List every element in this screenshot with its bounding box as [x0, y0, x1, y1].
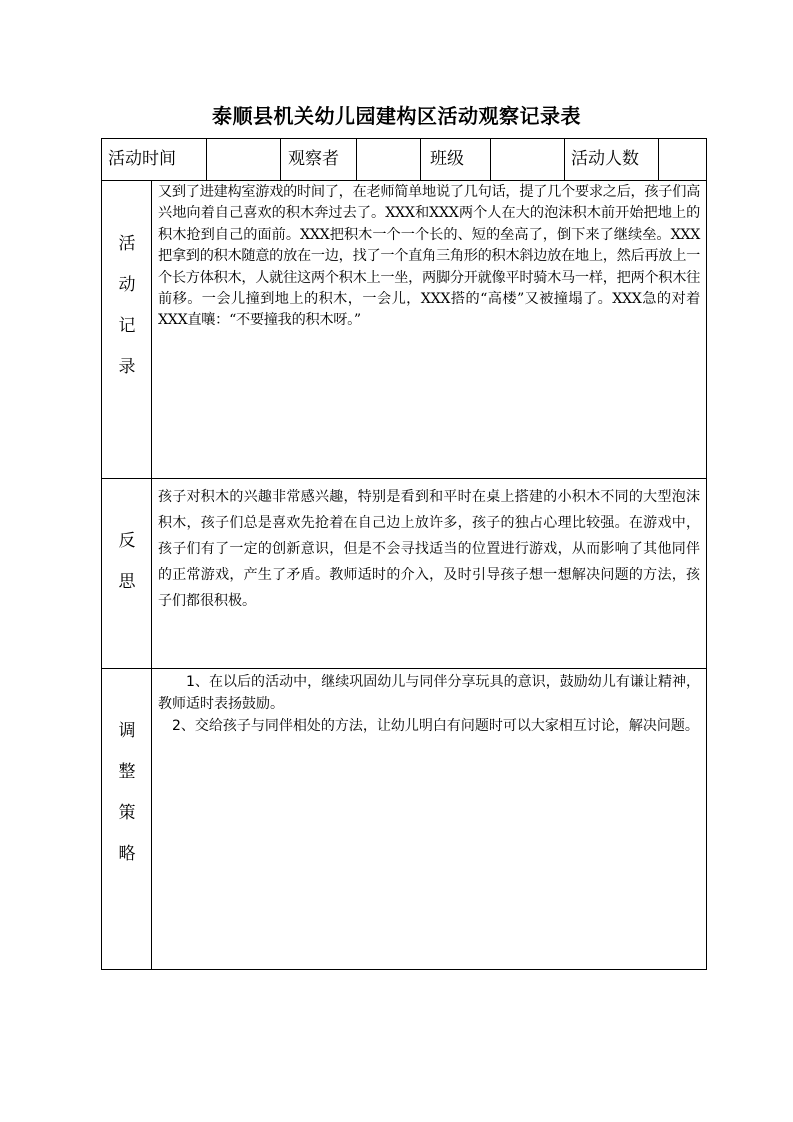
strategy-item: 1、在以后的活动中，继续巩固幼儿与同伴分享玩具的意识，鼓励幼儿有谦让精神，教师适时表扬鼓励。	[158, 674, 700, 712]
observer-field[interactable]	[357, 139, 420, 180]
page-title: 泰顺县机关幼儿园建构区活动观察记录表	[212, 104, 581, 128]
class-label: 班级	[430, 149, 464, 169]
participants-label: 活动人数	[571, 149, 639, 169]
record-section	[102, 181, 706, 479]
header-row	[102, 139, 706, 181]
strategy-label: 调 整 策 略	[118, 721, 136, 864]
reflection-label: 反 思	[118, 531, 136, 592]
reflection-text[interactable]: 孩子对积木的兴趣非常感兴趣，特别是看到和平时在桌上搭建的小积木不同的大型泡沫积木，孩子们总是喜欢先抢着在自己边上放许多，孩子的独占心理比较强。在游戏中，孩子们有了一定的创新意识，但是不会寻找适当的位置进行游戏，从而影响了其他同伴的正常游戏，产生了矛盾。教师适时的介入，及时引导孩子想一想解决问题的方法，孩子们都很积极。	[158, 489, 700, 609]
record-label-cell	[102, 181, 152, 478]
reflection-section	[102, 479, 706, 669]
reflection-label-cell	[102, 479, 152, 668]
strategy-section	[102, 669, 706, 969]
activity-time-field[interactable]	[207, 139, 280, 180]
divider	[420, 139, 421, 180]
strategy-item: 2、交给孩子与同伴相处的方法，让幼儿明白有问题时可以大家相互讨论，解决问题。	[172, 718, 699, 734]
observer-label: 观察者	[288, 149, 339, 169]
class-field[interactable]	[491, 139, 564, 180]
divider	[280, 139, 281, 180]
activity-time-label: 活动时间	[108, 149, 176, 169]
strategy-text[interactable]	[158, 671, 700, 737]
record-text[interactable]: 又到了进建构室游戏的时间了，在老师简单地说了几句话，提了几个要求之后，孩子们高兴地向着自己喜欢的积木奔过去了。XXX和XXX两个人在大的泡沫积木前开始把地上的积木抢到自己的面前。XXX把积木一个一个长的、短的垒高了，倒下来了继续垒。XXX把拿到的积木随意的放在一边，找了一个直角三角形的积木斜边放在地上，然后再放上一个长方体积木，人就往这两个积木上一坐，两脚分开就像平时骑木马一样，把两个积木往前移。一会儿撞到地上的积木，一会儿，XXX搭的“高楼”又被撞塌了。XXX急的对着XXX直嚷：“不要撞我的积木呀。”	[158, 184, 700, 329]
observation-form	[101, 138, 707, 970]
participants-field[interactable]	[659, 139, 706, 180]
strategy-label-cell	[102, 669, 152, 969]
record-label: 活 动 记 录	[118, 234, 136, 377]
